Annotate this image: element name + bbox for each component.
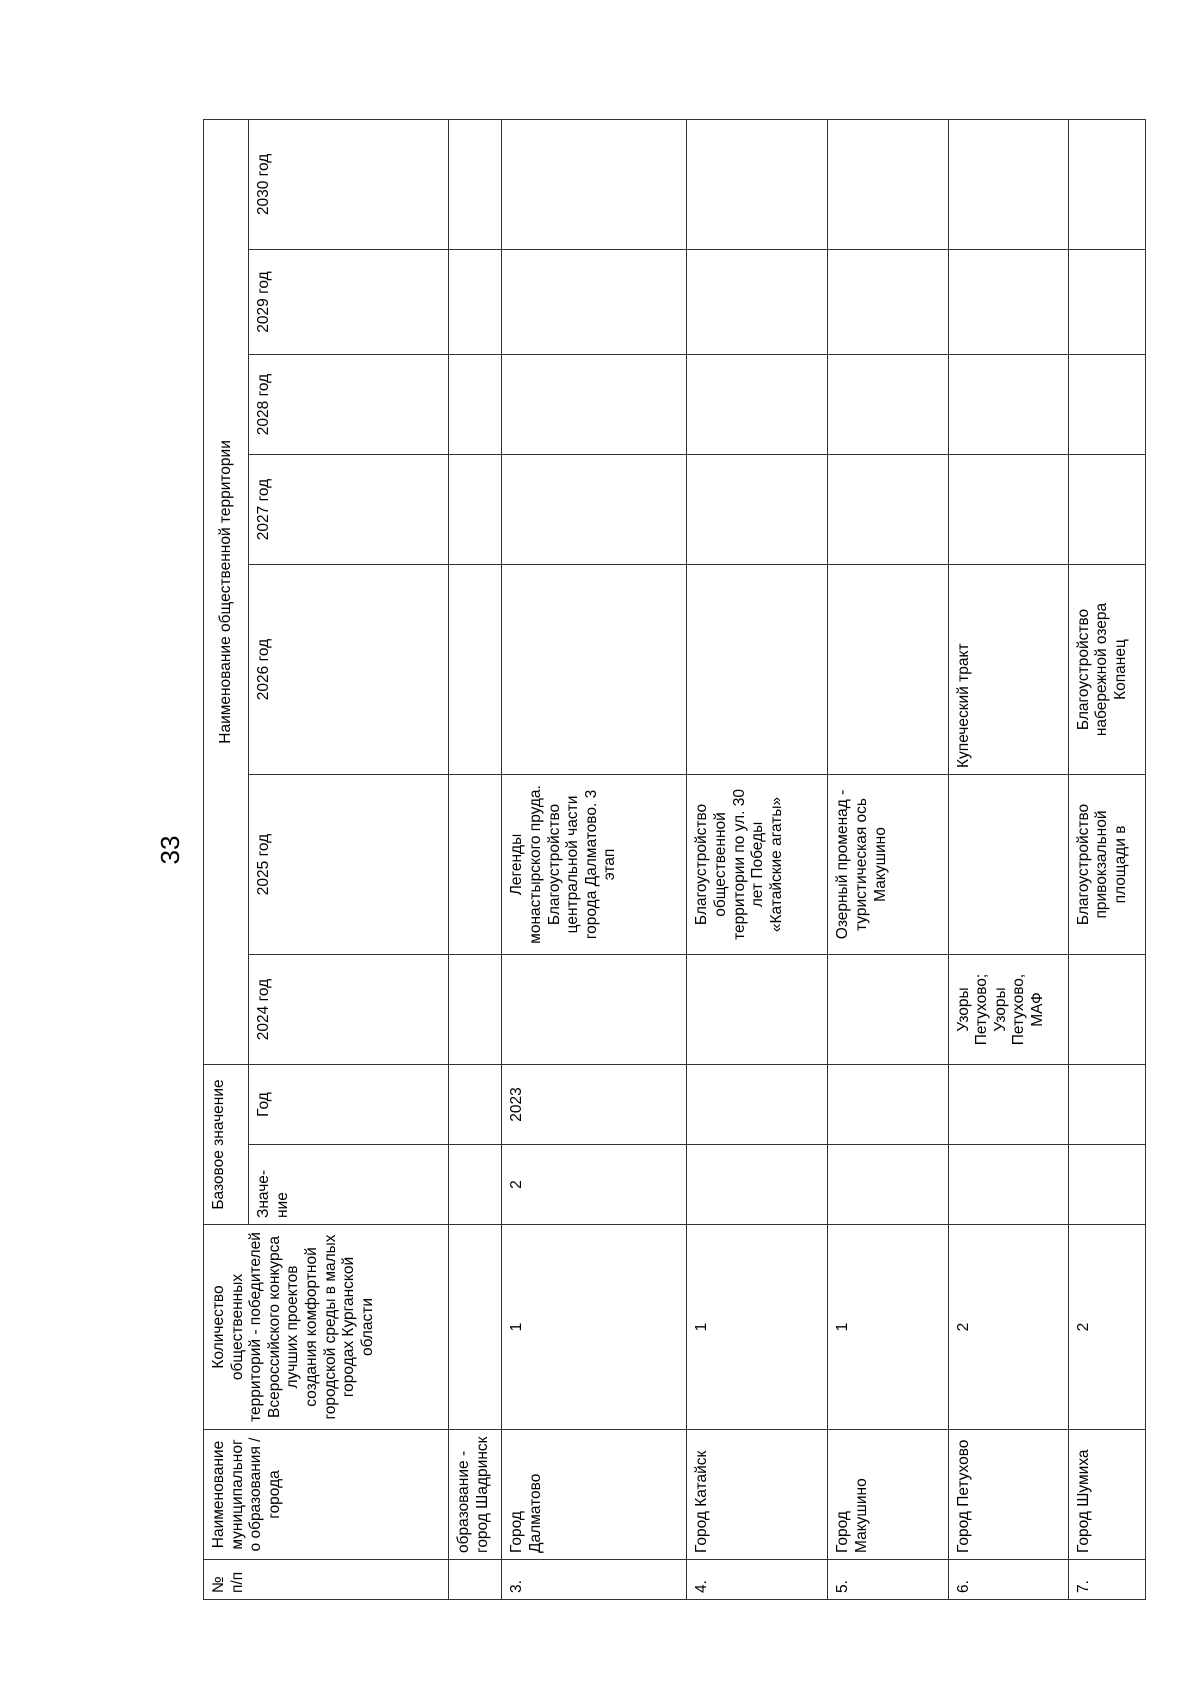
cell-2030 [1068,119,1145,249]
cell-base-year [687,1064,828,1144]
cell-2028 [1068,354,1145,454]
cell-2028 [828,354,948,454]
cell-2030 [828,119,948,249]
rotated-table-wrapper [203,120,1146,1600]
cell-municipality: Город Петухово [948,1430,1068,1560]
cell-2027 [828,454,948,564]
header-territory: Наименование общественной территории [204,119,249,1064]
cell-2026 [449,564,502,774]
cell-count: 1 [828,1225,948,1430]
cell-2024 [828,954,948,1064]
cell-2030 [449,119,502,249]
cell-base-year: 2023 [502,1064,687,1144]
cell-2025: Благоустройство общественной территории по ул. 30 лет Победы «Катайские агаты» [687,774,828,954]
cell-2028 [502,354,687,454]
cell-2030 [502,119,687,249]
cell-2025: Озерный променад - туристическая ось Макушино [828,774,948,954]
table-row [687,119,828,1599]
cell-2025: Благоустройство привокзальной площади в [1068,774,1145,954]
cell-num: 4. [687,1560,828,1600]
cell-2029 [1068,249,1145,354]
cell-2026 [502,564,687,774]
header-year-2024: 2024 год [249,954,449,1064]
cell-base-value [948,1145,1068,1225]
cell-count: 2 [948,1225,1068,1430]
header-base: Базовое значение [204,1064,249,1224]
cell-2029 [687,249,828,354]
cell-base-value: 2 [502,1145,687,1225]
cell-2029 [828,249,948,354]
cell-municipality: Город Макушино [828,1430,948,1560]
cell-2027 [449,454,502,564]
header-year-2025: 2025 год [249,774,449,954]
cell-2025 [948,774,1068,954]
cell-count: 1 [502,1225,687,1430]
cell-num: 6. [948,1560,1068,1600]
cell-num [449,1560,502,1600]
territories-table [203,119,1146,1600]
table-row [948,119,1068,1599]
header-year-2030: 2030 год [249,119,449,249]
cell-2025: Легенды монастырского пруда. Благоустройство центральной части города Далматово. 3 этап [502,774,687,954]
cell-base-value [1068,1145,1145,1225]
cell-2028 [948,354,1068,454]
cell-2026 [828,564,948,774]
cell-count: 2 [1068,1225,1145,1430]
table-row [449,119,502,1599]
header-municipality: Наименование муниципального образования / города [204,1430,449,1560]
cell-base-value [828,1145,948,1225]
cell-num: 7. [1068,1560,1145,1600]
cell-2026: Благоустройство набережной озера Копанец [1068,564,1145,774]
cell-2030 [948,119,1068,249]
cell-num: 3. [502,1560,687,1600]
cell-2024 [1068,954,1145,1064]
cell-base-year [828,1064,948,1144]
cell-base-year [449,1064,502,1144]
cell-2027 [502,454,687,564]
table-row [1068,119,1145,1599]
cell-2024 [502,954,687,1064]
cell-2029 [948,249,1068,354]
cell-2024: Узоры Петухово; Узоры Петухово, МАФ [948,954,1068,1064]
cell-base-value [687,1145,828,1225]
header-base-year: Год [249,1064,449,1144]
cell-2026 [687,564,828,774]
cell-2026: Купеческий тракт [948,564,1068,774]
header-count: Количество общественных территорий - победителей Всероссийского конкурса лучших проектов создания комфортной городской среды в малых городах Курганской области [204,1225,449,1430]
cell-2024 [449,954,502,1064]
page-number: 33 [155,835,185,865]
cell-2028 [449,354,502,454]
header-year-2029: 2029 год [249,249,449,354]
table-row [502,119,687,1599]
header-base-value: Значе-ние [249,1145,449,1225]
cell-2029 [502,249,687,354]
cell-2027 [1068,454,1145,564]
table-row [828,119,948,1599]
header-year-2027: 2027 год [249,454,449,564]
cell-num: 5. [828,1560,948,1600]
cell-2025 [449,774,502,954]
cell-count: 1 [687,1225,828,1430]
cell-2030 [687,119,828,249]
cell-municipality: Город Далматово [502,1430,687,1560]
cell-municipality: Город Шумиха [1068,1430,1145,1560]
cell-municipality: Город Катайск [687,1430,828,1560]
cell-2027 [687,454,828,564]
cell-2029 [449,249,502,354]
cell-2027 [948,454,1068,564]
cell-2024 [687,954,828,1064]
cell-count [449,1225,502,1430]
cell-base-value [449,1145,502,1225]
cell-base-year [1068,1064,1145,1144]
header-year-2026: 2026 год [249,564,449,774]
cell-base-year [948,1064,1068,1144]
header-num: № п/п [204,1560,449,1600]
cell-municipality: образование - город Шадринск [449,1430,502,1560]
header-year-2028: 2028 год [249,354,449,454]
cell-2028 [687,354,828,454]
